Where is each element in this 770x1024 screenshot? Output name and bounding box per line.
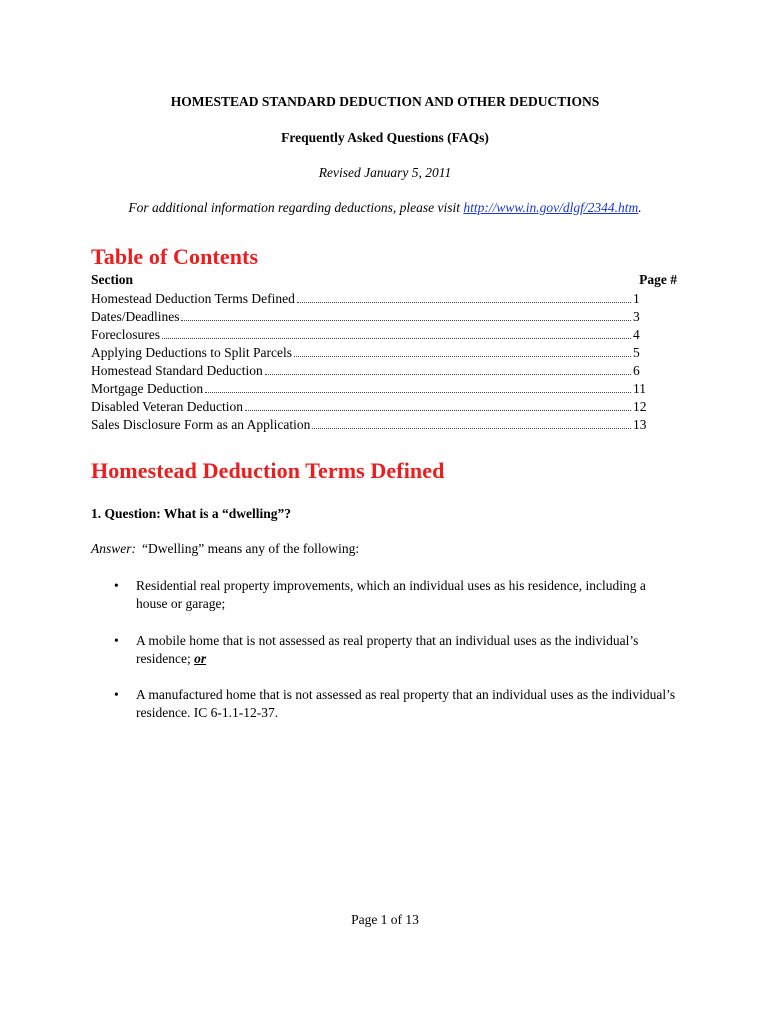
bullet-text: A mobile home that is not assessed as real property that an individual uses as the individual’s residence; — [136, 633, 639, 666]
info-link[interactable]: http://www.in.gov/dlgf/2344.htm — [463, 200, 639, 215]
toc-col-page: Page # — [639, 272, 677, 287]
toc-leader — [297, 301, 631, 303]
revision-date: Revised January 5, 2011 — [318, 165, 452, 180]
toc-entry-label: Homestead Standard Deduction — [91, 363, 263, 378]
toc-heading: Table of Contents — [91, 244, 259, 269]
page-number: Page 1 of 13 — [351, 912, 419, 927]
toc-entry-label: Disabled Veteran Deduction — [91, 399, 243, 414]
info-prefix: For additional information regarding deductions, please visit — [128, 200, 464, 215]
toc-entry-page: 5 — [633, 345, 640, 360]
toc-entry-page: 12 — [633, 399, 647, 414]
toc-entry[interactable] — [91, 380, 653, 398]
toc-leader — [181, 319, 631, 321]
bullet-emphasis: or — [194, 651, 207, 666]
answer-text: “Dwelling” means any of the following: — [142, 541, 360, 556]
toc-entry-label: Sales Disclosure Form as an Application — [91, 417, 311, 432]
toc-entry-label: Mortgage Deduction — [91, 381, 204, 396]
toc-entry[interactable] — [91, 308, 653, 326]
question-1: 1. Question: What is a “dwelling”? — [91, 506, 292, 521]
toc-leader — [205, 391, 631, 393]
toc-entry[interactable] — [91, 344, 653, 362]
toc-column-headers — [91, 272, 677, 288]
info-line — [0, 200, 770, 216]
toc-entry-page: 3 — [633, 309, 640, 324]
document-subtitle: Frequently Asked Questions (FAQs) — [281, 130, 489, 145]
toc-entry-page: 11 — [633, 381, 646, 396]
section-heading: Homestead Deduction Terms Defined — [91, 458, 445, 483]
toc-entry-page: 6 — [633, 363, 640, 378]
toc-leader — [245, 409, 631, 411]
bullet-dot-icon: • — [114, 633, 119, 648]
toc-entry[interactable] — [91, 290, 653, 308]
toc-entry[interactable] — [91, 326, 653, 344]
toc-entry-label: Dates/Deadlines — [91, 309, 180, 324]
toc-leader — [312, 427, 631, 429]
toc-entry-label: Foreclosures — [91, 327, 160, 342]
toc-leader — [162, 337, 631, 339]
toc-entry-page: 4 — [633, 327, 640, 342]
document-title: HOMESTEAD STANDARD DEDUCTION AND OTHER DEDUCTIONS — [170, 94, 600, 109]
bullet-dot-icon: • — [114, 687, 119, 702]
answer-1 — [91, 541, 359, 557]
bullet-dot-icon: • — [114, 578, 119, 593]
info-suffix: . — [638, 200, 642, 215]
bullet-text: A manufactured home that is not assessed as real property that an individual uses as the individual’s residence. IC 6-1.1-12-37. — [136, 687, 676, 720]
bullet-text-wrap — [136, 632, 676, 668]
toc-entry[interactable] — [91, 416, 653, 434]
toc-leader — [294, 355, 631, 357]
toc-entry-page: 13 — [633, 417, 647, 432]
toc-entry-label: Homestead Deduction Terms Defined — [91, 291, 295, 306]
toc-col-section: Section — [91, 272, 133, 287]
toc-entry-page: 1 — [633, 291, 640, 306]
toc-entry[interactable] — [91, 398, 653, 416]
bullet-text: Residential real property improvements, which an individual uses as his residence, including a house or garage; — [136, 578, 646, 611]
toc-leader — [265, 373, 631, 375]
answer-label: Answer: — [91, 541, 136, 556]
toc-entry[interactable] — [91, 362, 653, 380]
toc-list — [91, 290, 653, 434]
toc-entry-label: Applying Deductions to Split Parcels — [91, 345, 292, 360]
